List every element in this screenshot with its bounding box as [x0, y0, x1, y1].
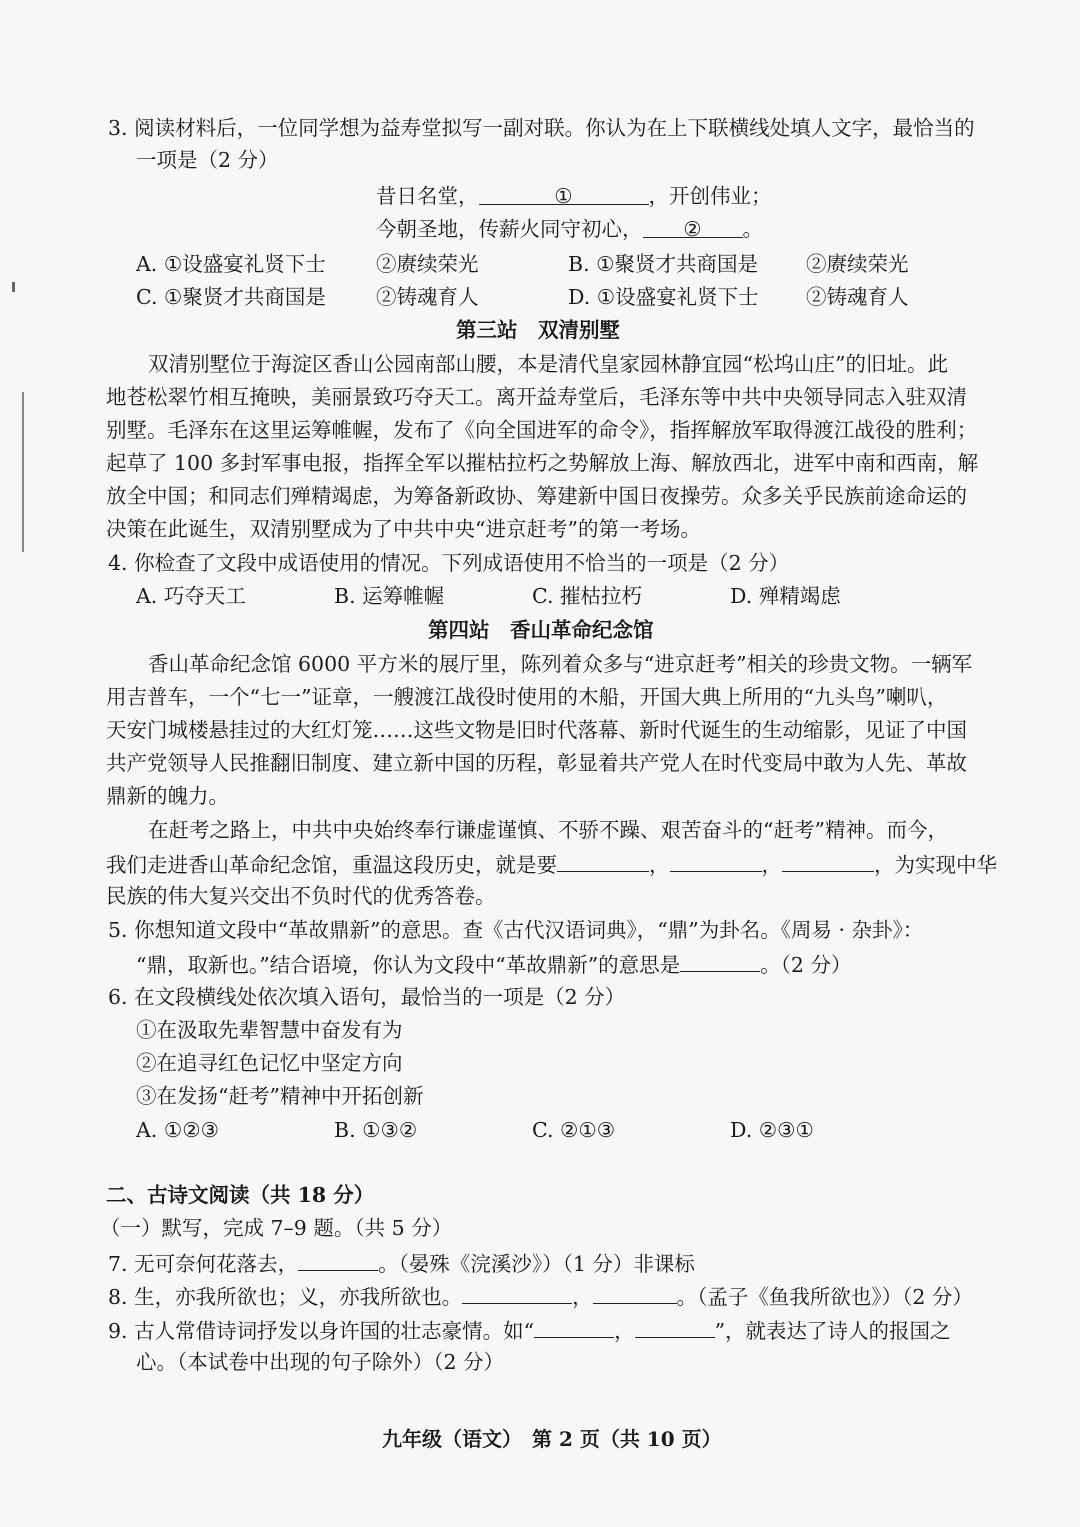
- q3-option-a[interactable]: A. ①设盛宴礼贤下士: [136, 252, 326, 276]
- q4-stem: 4. 你检查了文段中成语使用的情况。下列成语使用不恰当的一项是（2 分）: [108, 551, 790, 575]
- q8-line: 8. 生，亦我所欲也；义，亦我所欲也。 ， 。（孟子《鱼我所欲也》）（2 分）: [108, 1281, 973, 1311]
- q3-option-a-part2: ②赓续荣光: [376, 252, 479, 276]
- couplet-line2: 今朝圣地，传薪火同守初心， ② 。: [376, 217, 763, 241]
- section2-title: 二、古诗文阅读（共 18 分）: [106, 1183, 375, 1207]
- station3-title: 第三站 双清别墅: [456, 318, 620, 342]
- q4-option-a[interactable]: A. 巧夺天工: [136, 584, 246, 608]
- station4-para-line: 天安门城楼悬挂过的大红灯笼……这些文物是旧时代落幕、新时代诞生的生动缩影，见证了中国: [106, 718, 967, 742]
- station3-para-line: 起草了 100 多封军事电报，指挥全军以摧枯拉朽之势解放上海、解放西北，进军中南和西南，解: [106, 451, 979, 475]
- station3-para-line: 别墅。毛泽东在这里运筹帷幄，发布了《向全国进军的命令》，指挥解放军取得渡江战役的胜利；: [106, 418, 978, 442]
- station4-para-line: 共产党领导人民推翻旧制度、建立新中国的历程，彰显着共产党人在时代变局中敢为人先、革故: [106, 751, 967, 775]
- q9-answer-blank-2[interactable]: [635, 1315, 715, 1338]
- q6-stem: 6. 在文段横线处依次填入语句，最恰当的一项是（2 分）: [108, 985, 626, 1009]
- station3-para-line: 放全中国；和同志们殚精竭虑，为筹备新政协、筹建新中国日夜操劳。众多关乎民族前途命运的: [106, 484, 967, 508]
- q4-option-c[interactable]: C. 摧枯拉朽: [532, 584, 642, 608]
- station4-para2-line: 我们走进香山革命纪念馆，重温这段历史，就是要 ， ， ，为实现中华: [106, 849, 997, 879]
- q7-line: 7. 无可奈何花落去， 。（晏殊《浣溪沙》）（1 分）非课标: [108, 1248, 695, 1278]
- q6-option-c[interactable]: C. ②①③: [532, 1118, 616, 1142]
- page-footer: 九年级（语文） 第 2 页（共 10 页）: [382, 1427, 722, 1451]
- couplet-blank-2: ②: [643, 215, 743, 238]
- station3-para-line: 地苍松翠竹相互掩映，美丽景致巧夺天工。离开益寿堂后，毛泽东等中共中央领导同志入驻双清: [106, 385, 967, 409]
- q3-stem-line2: 一项是（2 分）: [136, 148, 279, 172]
- station4-para-line: 鼎新的魄力。: [106, 784, 229, 808]
- q8-answer-blank-2[interactable]: [593, 1281, 677, 1304]
- q7-answer-blank[interactable]: [298, 1248, 378, 1271]
- q3-option-d[interactable]: D. ①设盛宴礼贤下士: [568, 285, 759, 309]
- station4-para2-line: 民族的伟大复兴交出不负时代的优秀答卷。: [106, 884, 496, 908]
- margin-tick: [12, 282, 15, 292]
- q4-option-b[interactable]: B. 运筹帷幄: [334, 584, 445, 608]
- q5-answer-blank[interactable]: [680, 949, 760, 972]
- q3-option-c[interactable]: C. ①聚贤才共商国是: [136, 285, 326, 309]
- q3-option-b[interactable]: B. ①聚贤才共商国是: [568, 252, 758, 276]
- station4-title: 第四站 香山革命纪念馆: [428, 618, 654, 642]
- q5-stem-line1: 5. 你想知道文段中“革故鼎新”的意思。查《古代汉语词典》，“鼎”为卦名。《周易 · 杂卦》：: [108, 918, 924, 942]
- station4-para2-line: 在赶考之路上，中共中央始终奉行谦虚谨慎、不骄不躁、艰苦奋斗的“赶考”精神。而今，: [148, 818, 948, 842]
- q5-stem-line2: “鼎，取新也。”结合语境，你认为文段中“革故鼎新”的意思是 。（2 分）: [136, 949, 851, 979]
- q4-option-d[interactable]: D. 殚精竭虑: [730, 584, 841, 608]
- q6-option-a[interactable]: A. ①②③: [136, 1118, 219, 1142]
- q3-option-b-part2: ②赓续荣光: [806, 252, 909, 276]
- q6-sentence-2: ②在追寻红色记忆中坚定方向: [136, 1051, 403, 1075]
- fill-blank-1[interactable]: [557, 849, 649, 872]
- q9-answer-blank-1[interactable]: [534, 1315, 614, 1338]
- q6-sentence-1: ①在汲取先辈智慧中奋发有为: [136, 1018, 403, 1042]
- margin-line: [22, 392, 24, 552]
- q3-option-c-part2: ②铸魂育人: [376, 285, 479, 309]
- q3-stem-line1: 3. 阅读材料后，一位同学想为益寿堂拟写一副对联。你认为在上下联横线处填人文字，最恰当的: [108, 116, 975, 140]
- q9-line1: 9. 古人常借诗词抒发以身许国的壮志豪情。如“ ， ”，就表达了诗人的报国之: [108, 1315, 951, 1345]
- couplet-line1: 昔日名堂， ① ，开创伟业；: [376, 184, 772, 208]
- q9-line2: 心。（本试卷中出现的句子除外）（2 分）: [136, 1350, 505, 1374]
- q6-option-b[interactable]: B. ①③②: [334, 1118, 418, 1142]
- couplet-blank-1: ①: [479, 182, 649, 205]
- station4-para-line: 用吉普车，一个“七一”证章，一艘渡江战役时使用的木船，开国大典上所用的“九头鸟”喇叭，: [106, 685, 948, 709]
- q8-answer-blank-1[interactable]: [462, 1281, 572, 1304]
- fill-blank-3[interactable]: [782, 849, 874, 872]
- q6-option-d[interactable]: D. ②③①: [730, 1118, 814, 1142]
- fill-blank-2[interactable]: [670, 849, 762, 872]
- q6-sentence-3: ③在发扬“赶考”精神中开拓创新: [136, 1084, 424, 1108]
- station3-para-line: 双清别墅位于海淀区香山公园南部山腰，本是清代皇家园林静宜园“松坞山庄”的旧址。此: [148, 352, 948, 376]
- section2-subtitle: （一）默写，完成 7–9 题。（共 5 分）: [100, 1216, 453, 1240]
- station4-para-line: 香山革命纪念馆 6000 平方米的展厅里，陈列着众多与“进京赶考”相关的珍贵文物。一辆军: [148, 652, 973, 676]
- q3-option-d-part2: ②铸魂育人: [806, 285, 909, 309]
- station3-para-line: 决策在此诞生，双清别墅成为了中共中央“进京赶考”的第一考场。: [106, 517, 701, 541]
